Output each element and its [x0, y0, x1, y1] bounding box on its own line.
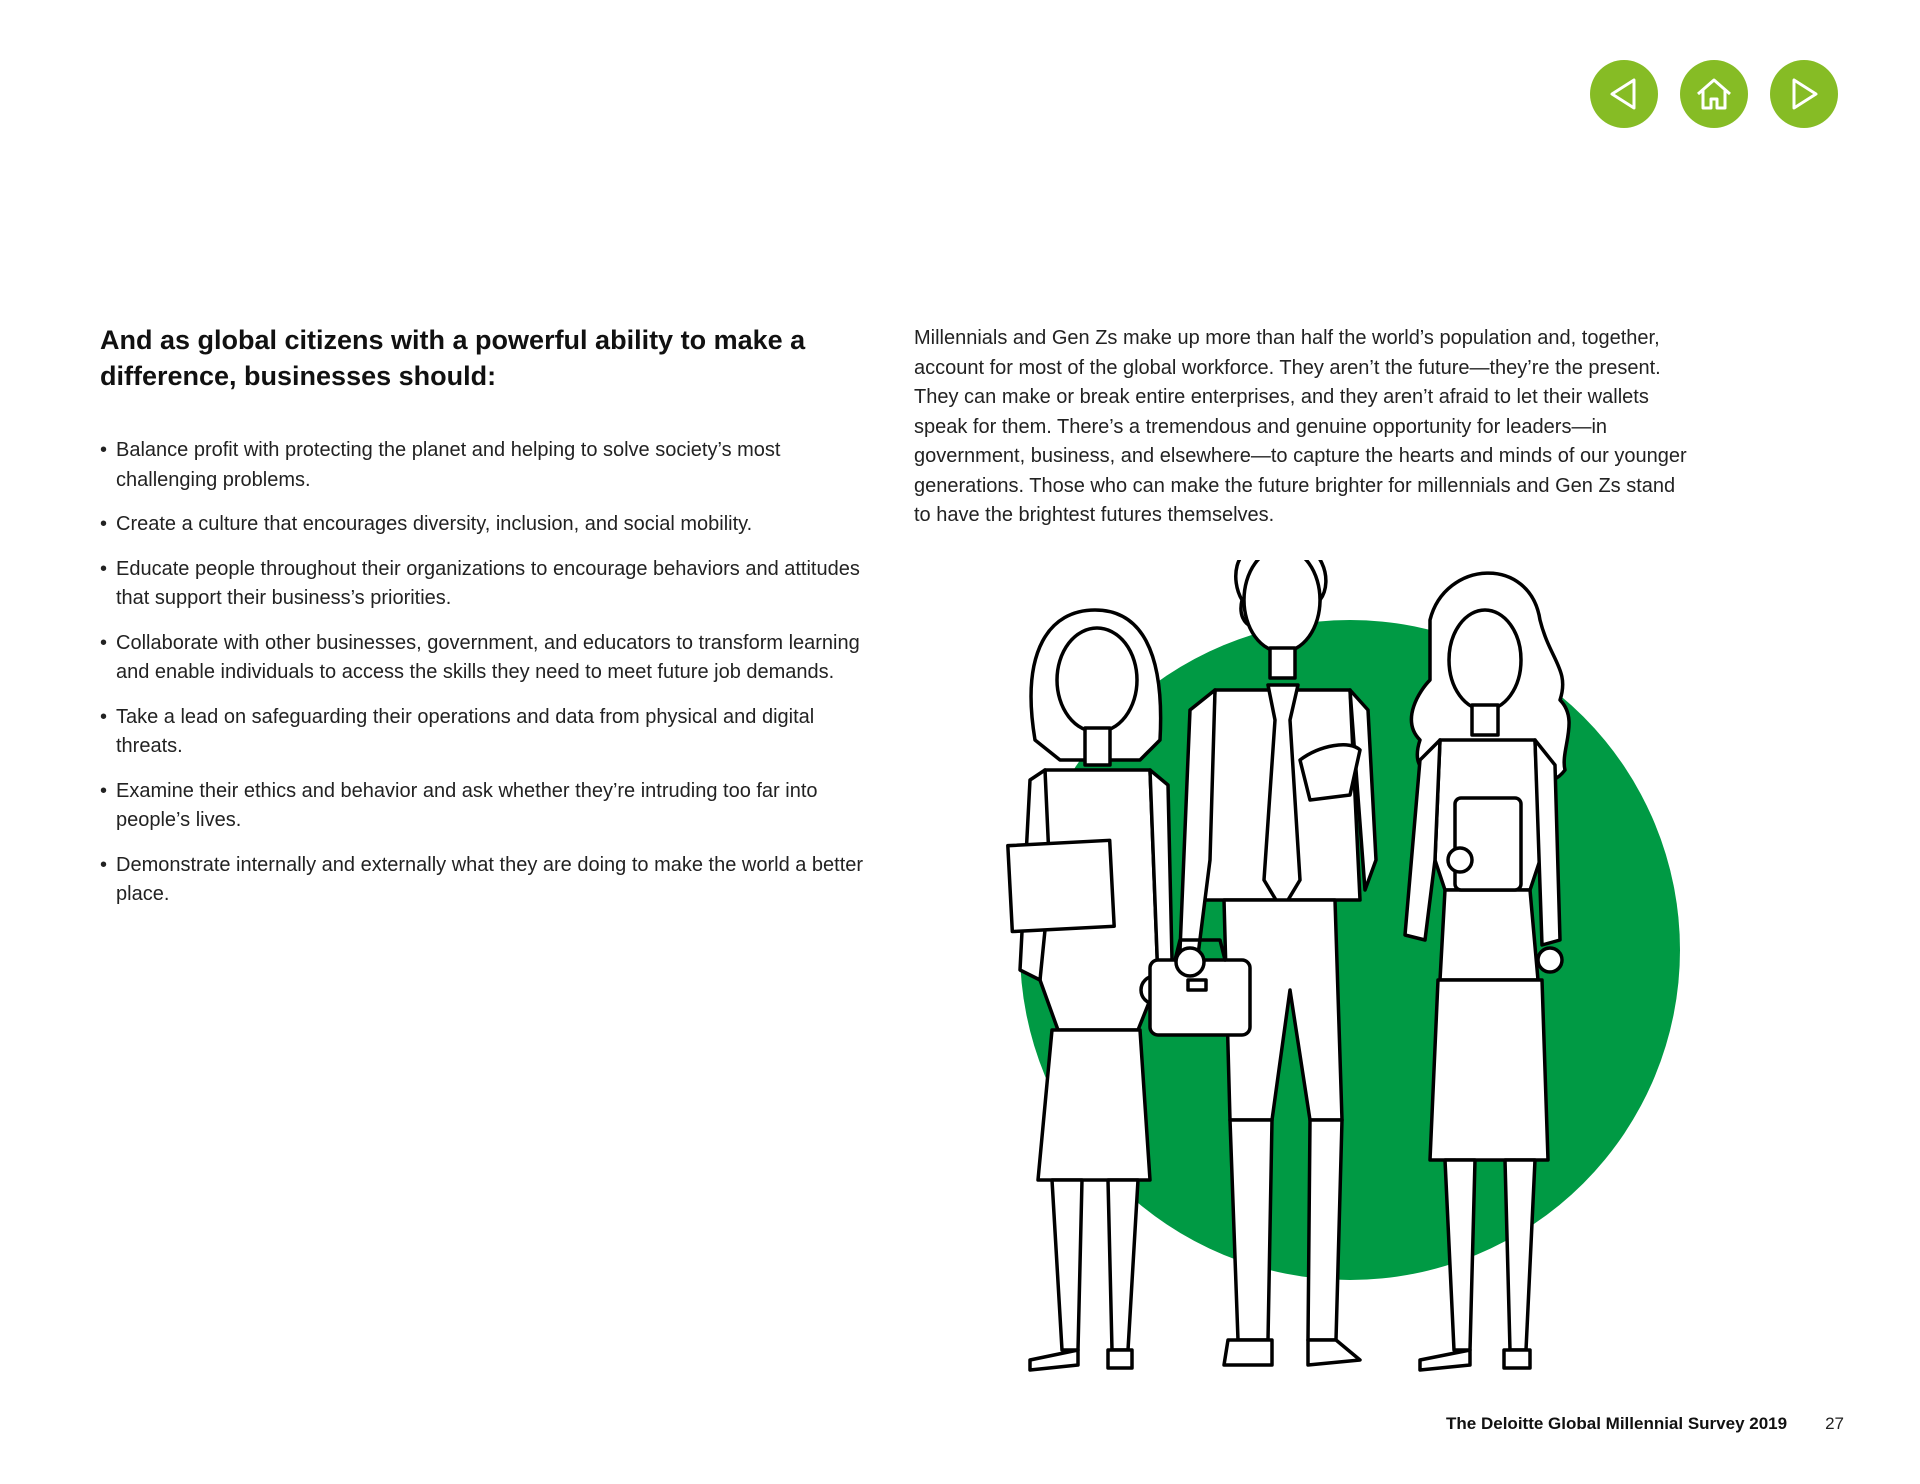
right-column	[914, 324, 1694, 531]
navigation-buttons	[1590, 60, 1838, 128]
list-item: • Educate people throughout their organizations to encourage behaviors and attitudes that support their business’s priorities.	[100, 555, 880, 614]
recommendations-list	[100, 436, 880, 910]
home-button[interactable]	[1680, 60, 1748, 128]
list-item: • Take a lead on safeguarding their operations and data from physical and digital threats.	[100, 703, 880, 762]
list-item: • Examine their ethics and behavior and ask whether they’re intruding too far into people’s lives.	[100, 777, 880, 836]
home-icon	[1692, 72, 1736, 116]
next-button[interactable]	[1770, 60, 1838, 128]
section-heading: And as global citizens with a powerful ability to make a difference, businesses should:	[100, 325, 806, 391]
people-illustration	[990, 560, 1710, 1380]
list-item: • Demonstrate internally and externally what they are doing to make the world a better place.	[100, 851, 880, 910]
left-column	[100, 322, 880, 925]
list-item: • Balance profit with protecting the planet and helping to solve society’s most challenging problems.	[100, 436, 880, 495]
list-item: • Create a culture that encourages diversity, inclusion, and social mobility.	[100, 510, 880, 540]
previous-button[interactable]	[1590, 60, 1658, 128]
triangle-left-icon	[1602, 72, 1646, 116]
page-footer	[1446, 1414, 1844, 1434]
list-item: • Collaborate with other businesses, government, and educators to transform learning and enable individuals to access the skills they need to meet future job demands.	[100, 629, 880, 688]
page-number: 27	[1825, 1414, 1844, 1433]
triangle-right-icon	[1782, 72, 1826, 116]
footer-title: The Deloitte Global Millennial Survey 2019	[1446, 1414, 1788, 1433]
intro-paragraph: Millennials and Gen Zs make up more than half the world’s population and, together, account for most of the global workforce. They aren’t the future—they’re the present. They can make or break entire enterprises, and they aren’t afraid to let their wallets speak for them. There’s a tremendous and genuine opportunity for leaders—in government, business, and elsewhere—to capture the hearts and minds of our younger generations. Those who can make the future brighter for millennials and Gen Zs stand to have the brightest futures themselves.	[914, 327, 1687, 526]
